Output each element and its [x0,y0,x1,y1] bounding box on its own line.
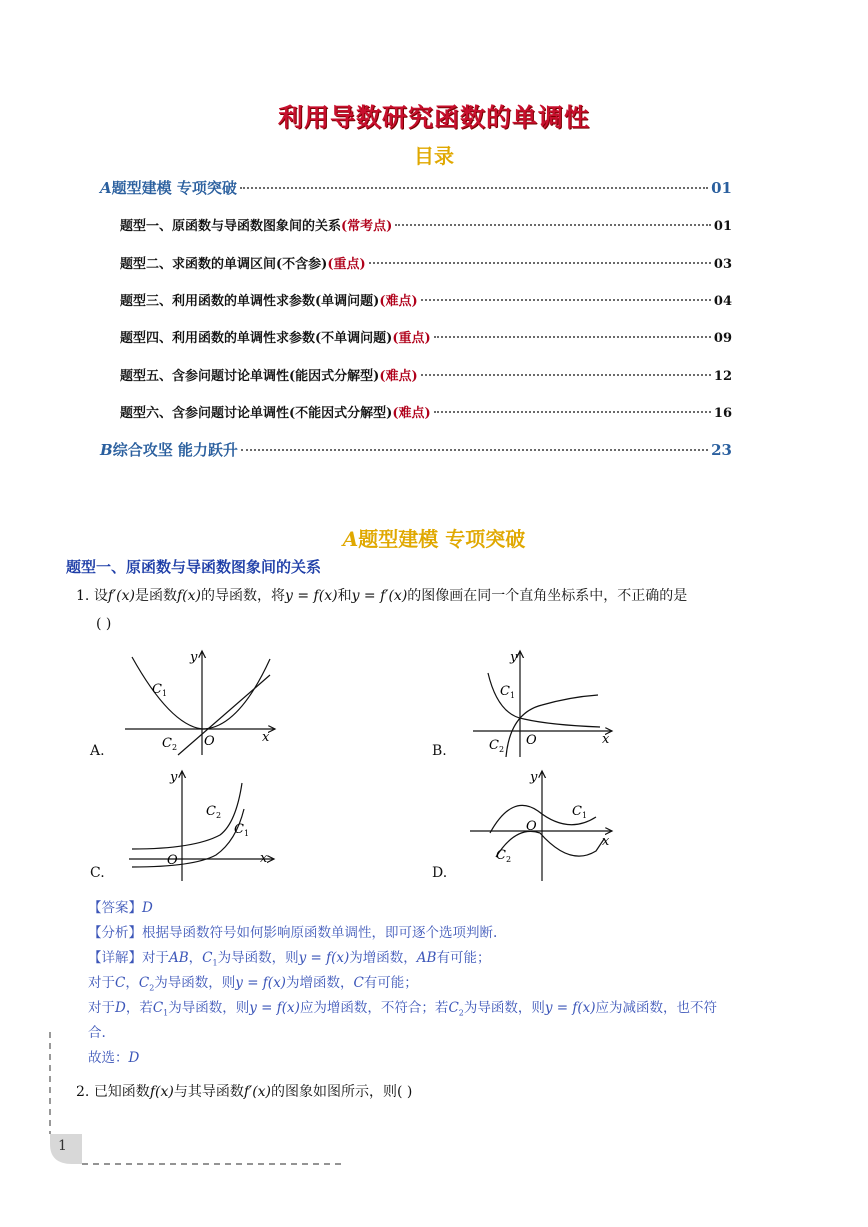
toc-subitem-label: 题型二、求函数的单调区间(不含参) [120,257,328,272]
graph-option-b [470,645,620,760]
text: 为导函数，则 [217,950,299,966]
toc-subitem-6[interactable] [120,402,732,421]
option-c-label[interactable]: C. [90,865,105,881]
toc-subitem-page: 04 [713,294,732,309]
c2-label: $C_2$ [489,738,505,754]
toc-subitem-label: 题型一、原函数与导函数图象间的关系 [120,219,342,234]
type-heading: 题型一、原函数与导函数图象间的关系 [66,558,322,576]
toc-leader-dots [241,449,708,451]
question-1-text [76,585,687,605]
toc-subitem-page: 01 [713,219,732,234]
toc-subitem-tag: (难点) [379,369,418,384]
q1-text-1: 设 [93,588,108,604]
toc-leader-dots [369,262,711,264]
toc-subitem-tag: (常考点) [341,219,393,234]
math-f-x: f(x) [149,1084,174,1100]
subscript: 2 [149,983,155,993]
toc-subitem-1[interactable] [120,215,732,234]
origin-label: O [167,853,178,868]
origin-label: O [526,819,537,834]
section-prefix: A [342,527,359,551]
c1-label: $C_1$ [572,804,588,820]
toc-subitem-tag: (重点) [327,257,366,272]
math-y-fx: y = f(x) [285,588,338,604]
text: ， [125,975,139,991]
toc-subitem-page: 12 [713,369,732,384]
x-label: x [602,834,610,849]
math: y = f(x) [235,975,286,991]
answer-value: D [142,900,153,916]
toc-heading: 目录 [414,144,454,168]
math: y = f(x) [298,950,350,966]
curve-c2 [496,831,604,857]
c2-label: $C_2$ [162,736,178,752]
text: 对于 [142,950,169,966]
toc-subitem-tag: (难点) [379,294,418,309]
page-number: 1 [58,1138,67,1154]
math-fprime-x: f′(x) [107,588,135,604]
math: C [202,950,213,966]
x-label: x [602,732,610,747]
math: y = f(x) [544,1000,596,1016]
c1-label: $C_1$ [500,684,516,700]
toc-item-b-page: 23 [711,441,732,459]
answer-blank: ( ) [397,1084,413,1100]
math: AB [416,950,437,966]
math: C [115,975,126,991]
y-label: y [530,770,538,785]
text: 为导函数，则 [168,1000,250,1016]
toc-subitem-5[interactable] [120,365,732,384]
text: 为增函数， [285,975,354,991]
y-label: y [190,650,198,665]
text: 故选： [88,1050,129,1066]
analysis-tag: 【分析】 [88,925,142,941]
section-heading [0,523,868,552]
curve-c2 [178,675,270,755]
detail-tag: 【详解】 [88,950,142,966]
answer-tag: 【答案】 [88,900,142,916]
option-a-label[interactable]: A. [90,743,105,759]
graph-option-a [120,645,280,760]
math-fprime-x: f′(x) [243,1084,272,1100]
graph-option-d [468,765,618,883]
analysis-text: 根据导函数符号如何影响原函数单调性，即可逐个选项判断. [142,925,498,941]
math: C [353,975,364,991]
question-number: 2. [76,1084,90,1100]
document-title: 利用导数研究函数的单调性 [277,103,590,132]
toc-subitem-3[interactable] [120,290,732,309]
toc-subitem-tag: (难点) [392,406,431,421]
toc-subitem-tag: (重点) [392,331,431,346]
toc-subitem-page: 03 [713,257,732,272]
text: ， [188,950,203,966]
toc-leader-dots [434,411,711,413]
toc-item-a-prefix: A [100,179,112,197]
toc-leader-dots [434,336,711,338]
math: C [448,1000,459,1016]
analysis-line [88,921,497,941]
math: AB [169,950,189,966]
math: D [128,1050,140,1066]
y-label: y [510,650,518,665]
q1-text-2: 是函数 [135,588,177,604]
question-number: 1. [76,588,90,604]
section-heading-label: 题型建模 专项突破 [358,527,526,551]
toc-item-a[interactable] [100,177,732,198]
x-label: x [262,730,270,745]
toc-subitem-page: 16 [713,406,732,421]
toc-leader-dots [395,224,711,226]
c1-label: $C_1$ [152,682,168,698]
c1-label: $C_1$ [234,822,250,838]
math: D [115,1000,126,1016]
toc-item-a-page: 01 [711,179,732,197]
option-b-label[interactable]: B. [432,743,447,759]
toc-subitem-label: 题型四、利用函数的单调性求参数(不单调问题) [120,331,393,346]
graph-option-c [124,765,284,883]
toc-item-b[interactable] [100,439,732,460]
toc-item-b-label: 综合攻坚 能力跃升 [112,441,238,459]
text: 为导函数，则 [463,1000,545,1016]
toc-subitem-label: 题型六、含参问题讨论单调性(不能因式分解型) [120,406,393,421]
math-y-fprime-x: y = f′(x) [351,588,408,604]
origin-label: O [204,734,215,749]
q2-text-3: 的图象如图所示，则 [271,1084,398,1100]
curve-c2 [132,783,242,849]
option-d-label[interactable]: D. [432,865,448,881]
text: 对于 [88,1000,115,1016]
x-label: x [260,851,268,866]
toc-subitem-label: 题型五、含参问题讨论单调性(能因式分解型) [120,369,380,384]
q1-text-4: 和 [337,588,352,604]
detail-line-2 [88,971,418,993]
math: y = f(x) [249,1000,300,1016]
text: 有可能； [363,975,418,991]
detail-line-4: 合. [88,1025,106,1041]
text: ，若 [125,1000,153,1016]
math: C [152,1000,164,1016]
text: 应为减函数，也不符 [595,1000,718,1016]
answer-blank: ( ) [96,616,112,632]
toc-item-a-label: 题型建模 专项突破 [111,179,237,197]
c2-label: $C_2$ [496,848,512,864]
q2-text-2: 与其导函数 [173,1084,244,1100]
text: 对于 [88,975,115,991]
text: 应为增函数，不符合；若 [299,1000,449,1016]
toc-subitem-page: 09 [713,331,732,346]
curve-c1 [488,673,600,727]
curve-c1 [132,809,244,867]
origin-label: O [526,733,537,748]
toc-item-b-prefix: B [100,441,113,459]
toc-leader-dots [421,374,711,376]
page-corner-decoration [0,1030,360,1180]
text: 有可能； [436,950,491,966]
text: 为增函数， [349,950,417,966]
subscript: 1 [163,1008,169,1018]
subscript: 1 [212,958,218,968]
math-f-x: f(x) [177,588,202,604]
y-label: y [170,770,178,785]
toc-subitem-2[interactable] [120,253,732,272]
toc-subitem-4[interactable] [120,327,732,346]
toc-leader-dots [240,187,708,189]
answer-line [88,896,153,916]
subscript: 2 [458,1008,464,1018]
q1-text-5: 的图像画在同一个直角坐标系中，不正确的是 [407,588,688,604]
c2-label: $C_2$ [206,804,222,820]
toc-leader-dots [421,299,711,301]
text: 为导函数，则 [154,975,236,991]
detail-line-1 [88,946,490,968]
detail-line-3 [88,996,717,1018]
toc-subitem-label: 题型三、利用函数的单调性求参数(单调问题) [120,294,380,309]
math: C [138,975,150,991]
q1-text-3: 的导函数，将 [201,588,286,604]
q2-text-1: 已知函数 [93,1084,150,1100]
